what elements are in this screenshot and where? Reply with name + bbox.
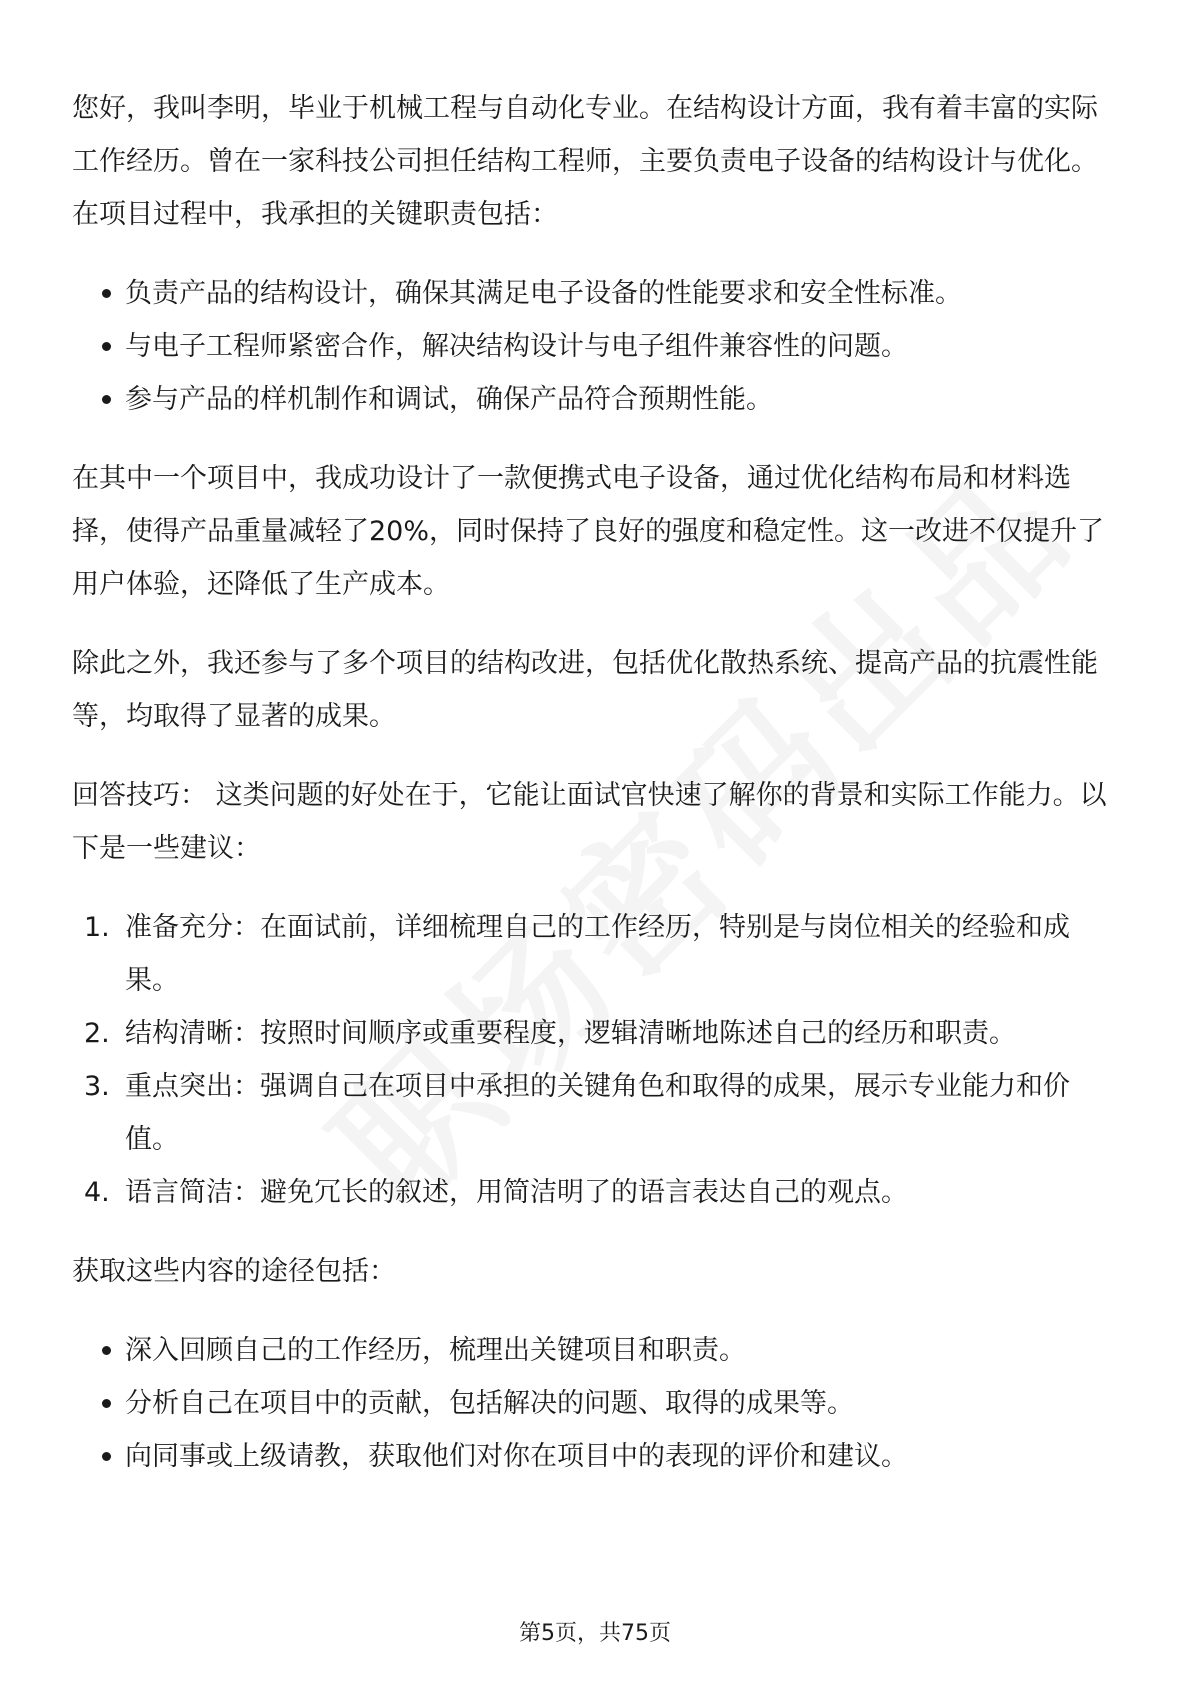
- list-number: 2.: [84, 1018, 110, 1049]
- list-item: 2. 结构清晰：按照时间顺序或重要程度，逻辑清晰地陈述自己的经历和职责。: [72, 1007, 1117, 1060]
- methods-list: [72, 1324, 1117, 1483]
- methods-paragraph: 获取这些内容的途径包括：: [72, 1256, 396, 1287]
- list-number: 4.: [84, 1177, 110, 1208]
- list-item: 深入回顾自己的工作经历，梳理出关键项目和职责。: [72, 1324, 1117, 1377]
- list-item: 参与产品的样机制作和调试，确保产品符合预期性能。: [72, 373, 1117, 426]
- bullet-icon: [102, 395, 111, 404]
- list-item: 分析自己在项目中的贡献，包括解决的问题、取得的成果等。: [72, 1377, 1117, 1430]
- list-item: 负责产品的结构设计，确保其满足电子设备的性能要求和安全性标准。: [72, 267, 1117, 320]
- tips-paragraph: 回答技巧： 这类问题的好处在于，它能让面试官快速了解你的背景和实际工作能力。以下是一些建议：: [72, 780, 1107, 864]
- bullet-icon: [102, 342, 111, 351]
- list-number: 3.: [84, 1071, 110, 1102]
- bullet-icon: [102, 1452, 111, 1461]
- other-paragraph: 除此之外，我还参与了多个项目的结构改进，包括优化散热系统、提高产品的抗震性能等，均取得了显著的成果。: [72, 648, 1098, 732]
- bullet-icon: [102, 1346, 111, 1355]
- tips-list: [72, 901, 1117, 1219]
- list-item: 1. 准备充分：在面试前，详细梳理自己的工作经历，特别是与岗位相关的经验和成果。: [72, 901, 1117, 1007]
- bullet-icon: [102, 289, 111, 298]
- list-item: 3. 重点突出：强调自己在项目中承担的关键角色和取得的成果，展示专业能力和价值。: [72, 1060, 1117, 1166]
- list-number: 1.: [84, 912, 110, 943]
- intro-paragraph: 您好，我叫李明，毕业于机械工程与自动化专业。在结构设计方面，我有着丰富的实际工作经历。曾在一家科技公司担任结构工程师，主要负责电子设备的结构设计与优化。在项目过程中，我承担的关键职责包括：: [72, 93, 1098, 230]
- list-item: 与电子工程师紧密合作，解决结构设计与电子组件兼容性的问题。: [72, 320, 1117, 373]
- document-body: [72, 82, 1117, 1509]
- list-item: 向同事或上级请教，获取他们对你在项目中的表现的评价和建议。: [72, 1430, 1117, 1483]
- bullet-icon: [102, 1399, 111, 1408]
- duties-list: [72, 267, 1117, 426]
- list-item: 4. 语言简洁：避免冗长的叙述，用简洁明了的语言表达自己的观点。: [72, 1166, 1117, 1219]
- project-paragraph: 在其中一个项目中，我成功设计了一款便携式电子设备，通过优化结构布局和材料选择，使得产品重量减轻了20%，同时保持了良好的强度和稳定性。这一改进不仅提升了用户体验，还降低了生产成本。: [72, 463, 1105, 600]
- page-footer: 第5页，共75页: [519, 1621, 671, 1646]
